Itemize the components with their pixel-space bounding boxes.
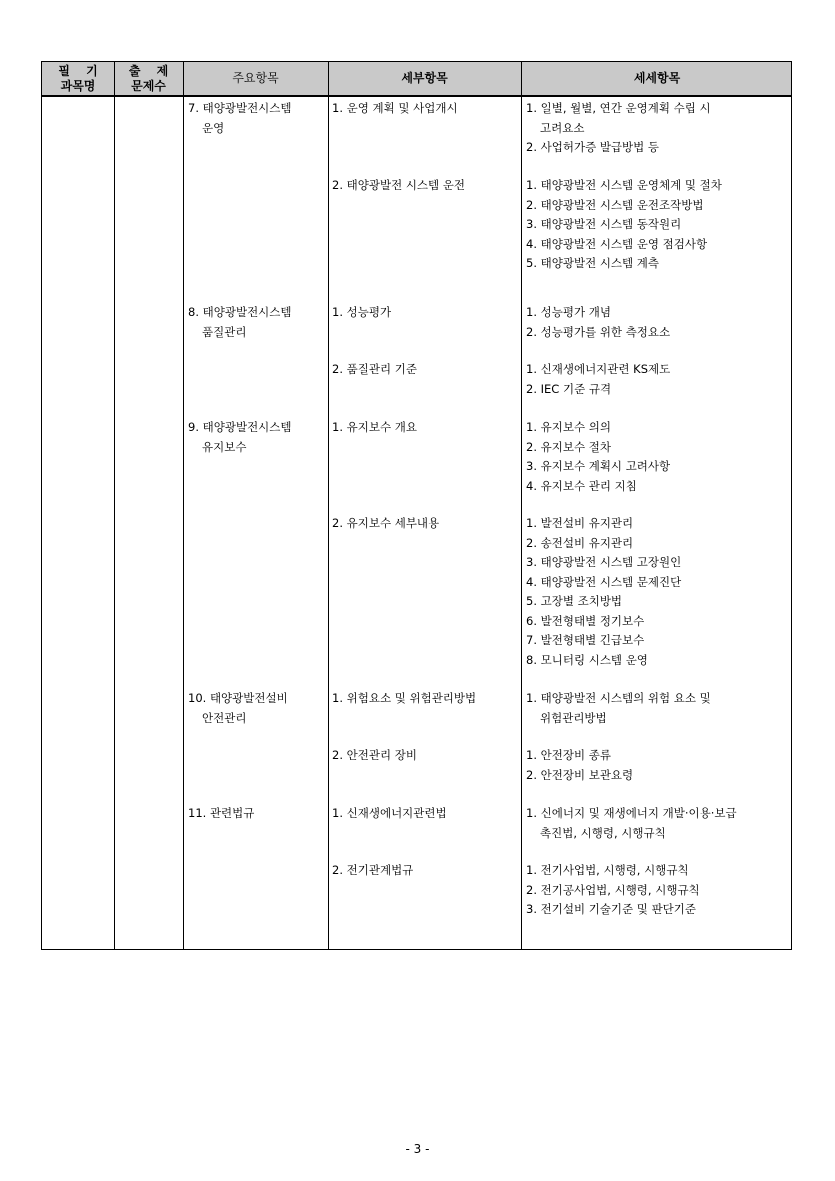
detail-item-list: 1. 유지보수 의의 2. 유지보수 절차 3. 유지보수 계획시 고려사항 4. 유지보수 관리 지침 bbox=[526, 420, 671, 493]
column-divider bbox=[114, 62, 115, 949]
sub-item: 2. 전기관계법규 bbox=[332, 863, 414, 877]
detail-item-list: 1. 태양광발전 시스템의 위험 요소 및 위험관리방법 bbox=[526, 691, 711, 725]
sub-item: 2. 태양광발전 시스템 운전 bbox=[332, 178, 466, 192]
header-question-count: 출 제 문제수 bbox=[128, 63, 175, 93]
detail-item-list: 1. 발전설비 유지관리 2. 송전설비 유지관리 3. 태양광발전 시스템 고장원인 4. 태양광발전 시스템 문제진단 5. 고장별 조치방법 6. 발전형태별 정기보수 7. 발전형태별 긴급보수 8. 모니터링 시스템 운영 bbox=[526, 516, 682, 667]
syllabus-table bbox=[41, 61, 792, 950]
sub-item: 1. 성능평가 bbox=[332, 305, 392, 319]
column-divider bbox=[521, 62, 522, 949]
detail-item-list: 1. 신재생에너지관련 KS제도 2. IEC 기준 규격 bbox=[526, 362, 671, 396]
column-divider bbox=[328, 62, 329, 949]
header-detail-item: 세세항목 bbox=[633, 71, 681, 85]
detail-item-list: 1. 성능평가 개념 2. 성능평가를 위한 측정요소 bbox=[526, 305, 671, 339]
header-sub-item: 세부항목 bbox=[401, 71, 448, 85]
sub-item: 2. 유지보수 세부내용 bbox=[332, 516, 440, 530]
main-item: 7. 태양광발전시스템 운영 bbox=[188, 101, 292, 135]
main-item: 8. 태양광발전시스템 품질관리 bbox=[188, 305, 292, 339]
header-main-item: 주요항목 bbox=[232, 71, 279, 85]
detail-item-list: 1. 전기사업법, 시행령, 시행규칙 2. 전기공사업법, 시행령, 시행규칙 3. 전기설비 기술기준 및 판단기준 bbox=[526, 863, 700, 916]
sub-item: 1. 운영 계획 및 사업개시 bbox=[332, 101, 458, 115]
column-divider bbox=[183, 62, 184, 949]
detail-item-list: 1. 안전장비 종류 2. 안전장비 보관요령 bbox=[526, 748, 634, 782]
sub-item: 2. 안전관리 장비 bbox=[332, 748, 417, 762]
main-item: 10. 태양광발전설비 안전관리 bbox=[188, 691, 288, 725]
detail-item-list: 1. 신에너지 및 재생에너지 개발·이용·보급 촉진법, 시행령, 시행규칙 bbox=[526, 806, 737, 840]
main-item: 11. 관련법규 bbox=[188, 806, 255, 820]
detail-item-list: 1. 태양광발전 시스템 운영체계 및 절차 2. 태양광발전 시스템 운전조작방법 3. 태양광발전 시스템 동작원리 4. 태양광발전 시스템 운영 점검사항 5. 태양광발전 시스템 계측 bbox=[526, 178, 722, 270]
page-number: - 3 - bbox=[405, 1142, 430, 1156]
header-subject: 필 기 과목명 bbox=[58, 63, 104, 93]
detail-item-list: 1. 일별, 월별, 연간 운영계획 수립 시 고려요소 2. 사업허가증 발급방법 등 bbox=[526, 101, 711, 154]
sub-item: 1. 유지보수 개요 bbox=[332, 420, 417, 434]
sub-item: 1. 신재생에너지관련법 bbox=[332, 806, 447, 820]
sub-item: 2. 품질관리 기준 bbox=[332, 362, 417, 376]
main-item: 9. 태양광발전시스템 유지보수 bbox=[188, 420, 292, 454]
sub-item: 1. 위험요소 및 위험관리방법 bbox=[332, 691, 477, 705]
